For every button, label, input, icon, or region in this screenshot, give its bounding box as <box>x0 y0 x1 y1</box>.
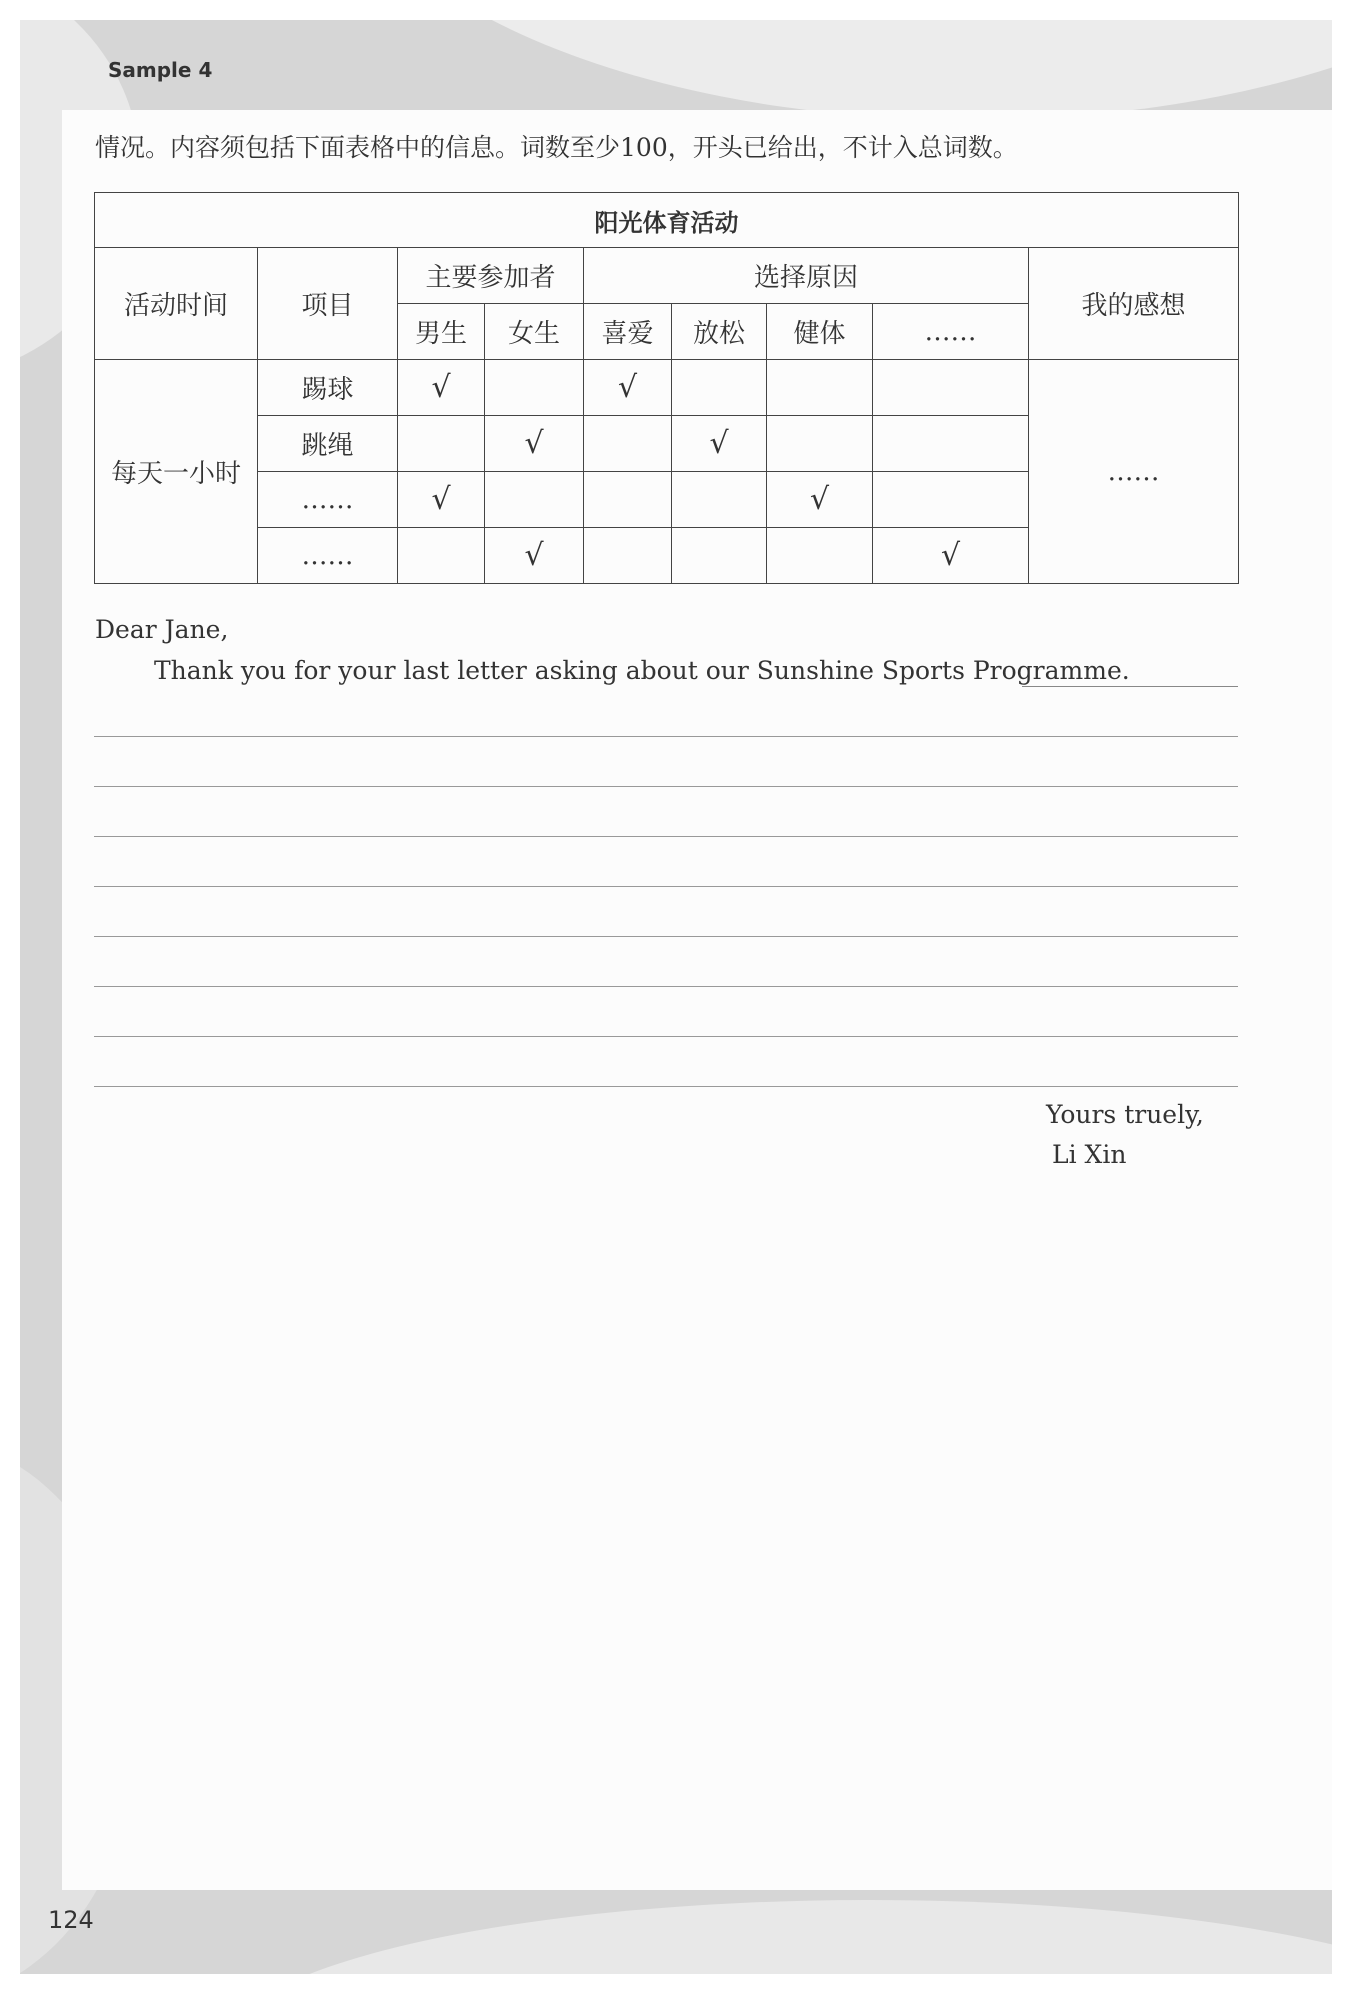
row-item: …… <box>258 472 398 528</box>
letter-closing: Yours truely, <box>1046 1100 1204 1129</box>
letter-opening: Thank you for your last letter asking about our Sunshine Sports Programme. <box>154 656 1130 685</box>
check-cell <box>672 360 767 416</box>
table-row <box>95 360 1239 416</box>
header-time: 活动时间 <box>95 248 258 360</box>
writing-line[interactable] <box>94 936 1238 937</box>
header-fitness: 健体 <box>767 304 873 360</box>
sample-label: Sample 4 <box>108 58 213 82</box>
writing-line[interactable] <box>1022 686 1238 687</box>
header-boys: 男生 <box>398 304 485 360</box>
check-cell <box>485 360 584 416</box>
check-cell: √ <box>873 528 1029 584</box>
check-cell <box>873 360 1029 416</box>
activity-table <box>94 192 1239 584</box>
header-relax: 放松 <box>672 304 767 360</box>
check-cell: √ <box>767 472 873 528</box>
check-cell <box>767 528 873 584</box>
decor-swirl <box>320 20 1332 120</box>
check-cell <box>767 360 873 416</box>
check-cell <box>485 472 584 528</box>
time-value: 每天一小时 <box>95 360 258 584</box>
header-item: 项目 <box>258 248 398 360</box>
page-number: 124 <box>48 1906 94 1934</box>
writing-line[interactable] <box>94 1086 1238 1087</box>
check-cell: √ <box>398 472 485 528</box>
row-item: …… <box>258 528 398 584</box>
header-thoughts: 我的感想 <box>1029 248 1239 360</box>
header-reasons: 选择原因 <box>584 248 1029 304</box>
check-cell: √ <box>485 528 584 584</box>
header-participants: 主要参加者 <box>398 248 584 304</box>
check-cell <box>398 416 485 472</box>
writing-line[interactable] <box>94 986 1238 987</box>
row-item: 踢球 <box>258 360 398 416</box>
check-cell <box>767 416 873 472</box>
writing-line[interactable] <box>94 786 1238 787</box>
check-cell <box>584 528 672 584</box>
row-item: 跳绳 <box>258 416 398 472</box>
writing-line[interactable] <box>94 1036 1238 1037</box>
decor-swirl <box>220 1900 1332 1974</box>
check-cell: √ <box>485 416 584 472</box>
writing-line[interactable] <box>94 736 1238 737</box>
check-cell <box>672 528 767 584</box>
check-cell <box>672 472 767 528</box>
header-other-reason: …… <box>873 304 1029 360</box>
check-cell: √ <box>398 360 485 416</box>
header-girls: 女生 <box>485 304 584 360</box>
table-title: 阳光体育活动 <box>95 193 1239 248</box>
check-cell <box>873 416 1029 472</box>
instruction-text: 情况。内容须包括下面表格中的信息。词数至少100，开头已给出，不计入总词数。 <box>95 133 1018 162</box>
check-cell: √ <box>584 360 672 416</box>
thoughts-value: …… <box>1029 360 1239 584</box>
letter-salutation: Dear Jane, <box>95 615 229 644</box>
check-cell: √ <box>672 416 767 472</box>
header-like: 喜爱 <box>584 304 672 360</box>
check-cell <box>584 472 672 528</box>
letter-signature: Li Xin <box>1052 1140 1127 1169</box>
check-cell <box>584 416 672 472</box>
writing-line[interactable] <box>94 886 1238 887</box>
check-cell <box>398 528 485 584</box>
writing-line[interactable] <box>94 836 1238 837</box>
check-cell <box>873 472 1029 528</box>
